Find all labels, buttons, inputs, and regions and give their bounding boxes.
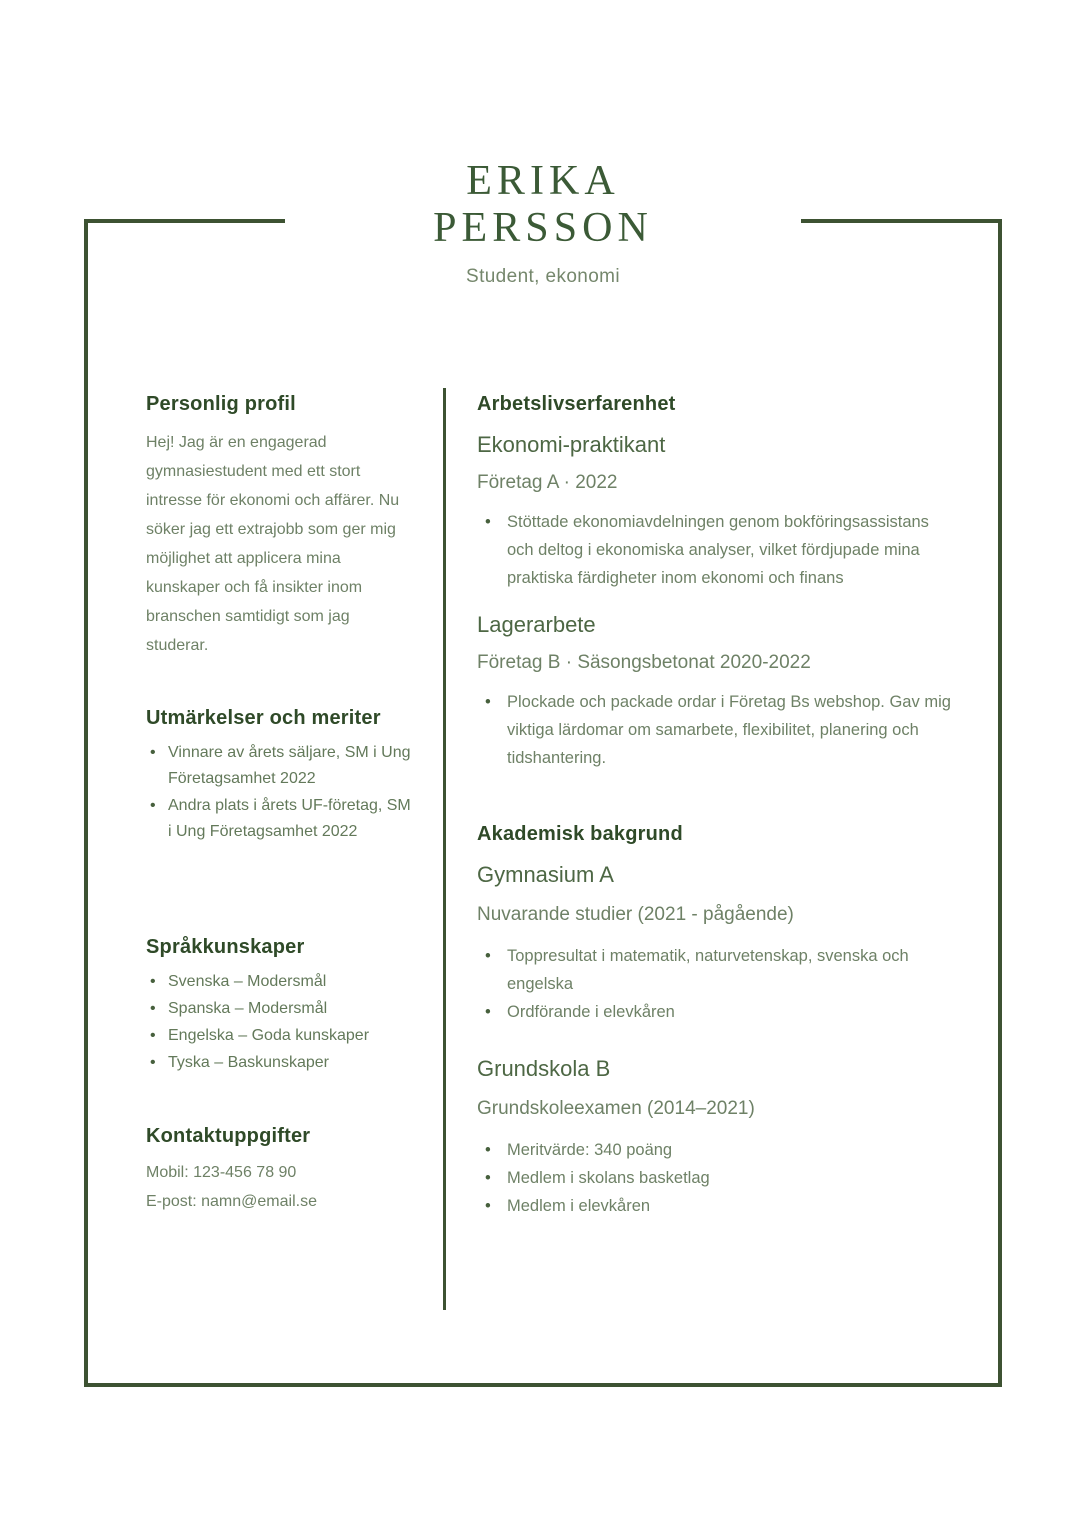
list-item: • Svenska – Modersmål	[146, 969, 412, 995]
column-divider	[443, 388, 446, 1310]
list-item: • Tyska – Baskunskaper	[146, 1050, 412, 1076]
contact-email: E-post: namn@email.se	[146, 1193, 317, 1210]
list-item: • Andra plats i årets UF-företag, SM i Ung Företagsamhet 2022	[146, 793, 412, 845]
languages-list	[146, 969, 412, 1076]
section-heading-experience: Arbetslivserfarenhet	[477, 393, 676, 415]
school-entry	[477, 1054, 959, 1220]
list-item: • Medlem i skolans basketlag	[477, 1164, 959, 1192]
awards-list	[146, 740, 412, 845]
profile-text: Hej! Jag är en engagerad gymnasiestudent med ett stort intresse för ekonomi och affärer. Nu söker jag ett extrajobb som ger mig möjlighet att applicera mina kunskaper och få insikter inom branschen samtidigt som jag studerar.	[146, 434, 400, 654]
job-title: Ekonomi-praktikant	[477, 432, 666, 457]
list-item: • Meritvärde: 340 poäng	[477, 1136, 959, 1164]
school-meta: Grundskoleexamen (2014–2021)	[477, 1098, 755, 1119]
school-title: Gymnasium A	[477, 862, 614, 887]
section-heading-profile: Personlig profil	[146, 393, 296, 415]
school-bullets	[477, 942, 959, 1026]
school-bullets	[477, 1136, 959, 1220]
section-heading-languages: Språkkunskaper	[146, 936, 305, 958]
school-meta: Nuvarande studier (2021 - pågående)	[477, 904, 794, 925]
school-title: Grundskola B	[477, 1056, 611, 1081]
job-meta: Företag B · Säsongsbetonat 2020-2022	[477, 652, 811, 673]
list-item: • Vinnare av årets säljare, SM i Ung Företagsamhet 2022	[146, 740, 412, 792]
left-column	[146, 390, 412, 1216]
list-item: • Plockade och packade ordar i Företag Bs webshop. Gav mig viktiga lärdomar om samarbete, flexibilitet, planering och tidshantering.	[477, 688, 959, 772]
job-meta: Företag A · 2022	[477, 472, 618, 493]
right-column	[477, 390, 959, 1220]
school-entry	[477, 860, 959, 1026]
job-entry	[477, 430, 959, 592]
job-bullets	[477, 508, 959, 592]
name-line-2: PERSSON	[433, 205, 653, 251]
job-title: Lagerarbete	[477, 612, 596, 637]
contact-mobile: Mobil: 123-456 78 90	[146, 1164, 297, 1181]
section-heading-awards: Utmärkelser och meriter	[146, 707, 381, 729]
list-item: • Engelska – Goda kunskaper	[146, 1023, 412, 1049]
list-item: • Spanska – Modersmål	[146, 996, 412, 1022]
list-item: • Medlem i elevkåren	[477, 1192, 959, 1220]
page-subtitle: Student, ekonomi	[466, 266, 620, 287]
section-heading-contact: Kontaktuppgifter	[146, 1125, 311, 1147]
name-line-1: ERIKA	[466, 158, 620, 204]
page-title	[285, 158, 801, 252]
job-entry	[477, 610, 959, 772]
list-item: • Ordförande i elevkåren	[477, 998, 959, 1026]
job-bullets	[477, 688, 959, 772]
list-item: • Toppresultat i matematik, naturvetenskap, svenska och engelska	[477, 942, 959, 998]
section-heading-education: Akademisk bakgrund	[477, 823, 683, 845]
list-item: • Stöttade ekonomiavdelningen genom bokföringsassistans och deltog i ekonomiska analyser, vilket fördjupade mina praktiska färdigheter inom ekonomi och finans	[477, 508, 959, 592]
header	[285, 158, 801, 306]
